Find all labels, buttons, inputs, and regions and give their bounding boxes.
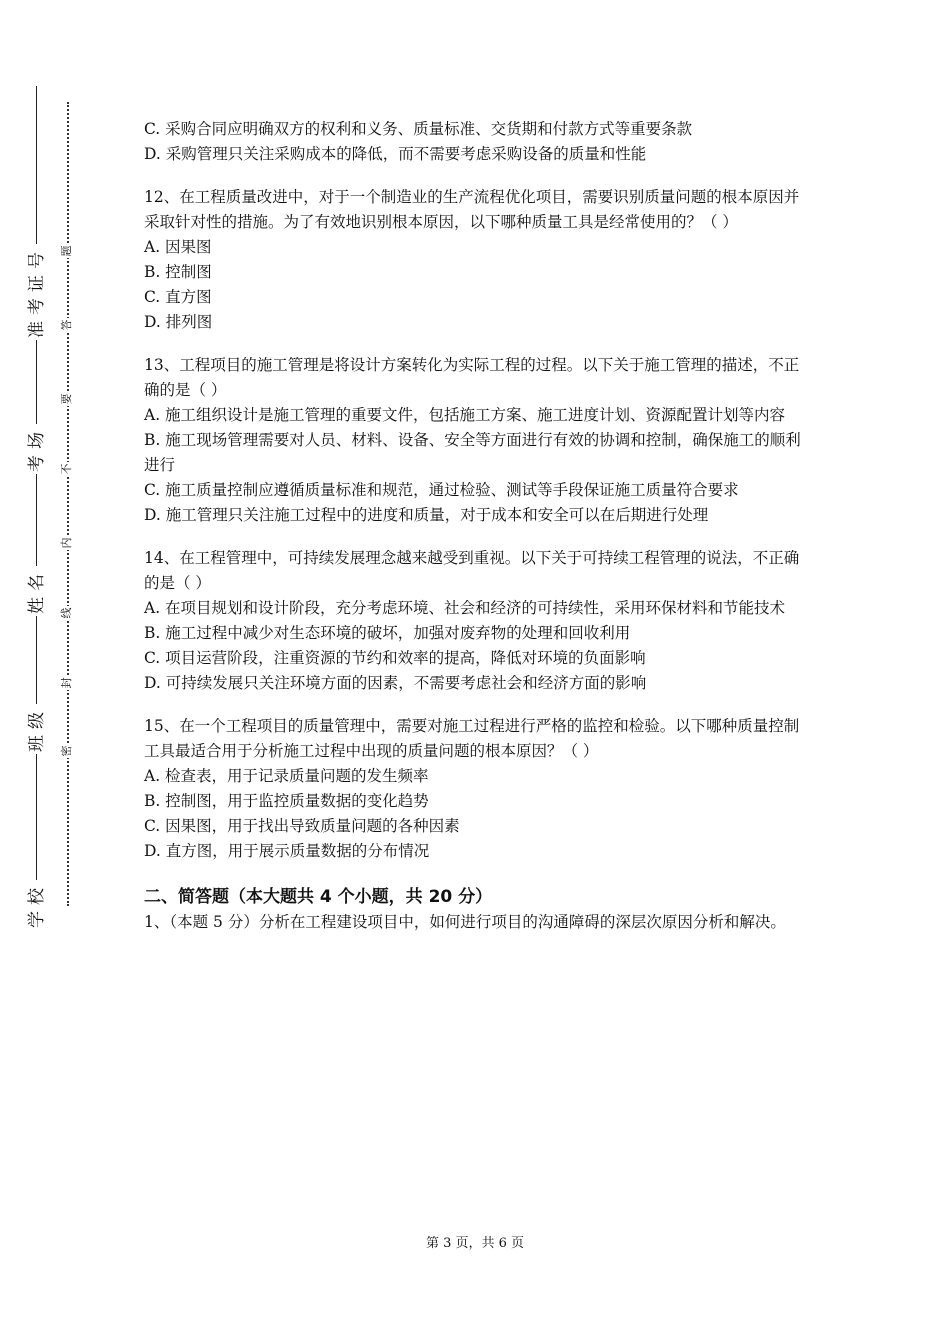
seal-char: 要 <box>60 393 73 405</box>
option-text: A. 检查表，用于记录质量问题的发生频率 <box>144 767 429 785</box>
page-footer: 第 3 页，共 6 页 <box>425 1236 525 1251</box>
option-text: D. 可持续发展只关注环境方面的因素，不需要考虑社会和经济方面的影响 <box>144 674 647 692</box>
seal-char: 不 <box>60 463 73 475</box>
option-text: B. 施工现场管理需要对人员、材料、设备、安全等方面进行有效的协调和控制，确保施工的顺利进行 <box>144 431 801 474</box>
question-14: 14、在工程管理中，可持续发展理念越来越受到重视。以下关于可持续工程管理的说法，不正确的是（ ） <box>144 549 800 592</box>
option-text: B. 控制图，用于监控质量数据的变化趋势 <box>144 792 429 810</box>
section-title: 二、简答题（本大题共 4 个小题，共 20 分） <box>144 887 493 907</box>
field-name: 姓名 <box>22 566 47 616</box>
question-15: 15、在一个工程项目的质量管理中，需要对施工过程进行严格的监控和检验。以下哪种质量控制工具最适合用于分析施工过程中出现的质量问题的根本原因？（ ） <box>144 717 800 760</box>
option-text: A. 在项目规划和设计阶段，充分考虑环境、社会和经济的可持续性，采用环保材料和节能技术 <box>144 599 786 617</box>
binding-dotted-line <box>67 102 69 906</box>
question-content <box>144 117 812 935</box>
option-text: C. 直方图 <box>144 288 212 306</box>
option-text: D. 直方图，用于展示质量数据的分布情况 <box>144 842 430 860</box>
seal-char: 题 <box>60 245 73 257</box>
field-school: 学校 <box>22 880 47 930</box>
seal-char: 密 <box>60 745 73 757</box>
question-13: 13、工程项目的施工管理是将设计方案转化为实际工程的过程。以下关于施工管理的描述，不正确的是（ ） <box>144 356 800 399</box>
binding-solid-line <box>36 86 37 926</box>
option-text: C. 因果图，用于找出导致质量问题的各种因素 <box>144 817 460 835</box>
option-text: C. 施工质量控制应遵循质量标准和规范，通过检验、测试等手段保证施工质量符合要求 <box>144 481 739 499</box>
option-text: A. 因果图 <box>144 238 212 256</box>
option-text: B. 施工过程中减少对生态环境的破坏，加强对废弃物的处理和回收利用 <box>144 624 631 642</box>
field-exam-number: 准考证号 <box>22 244 47 340</box>
option-text: C. 项目运营阶段，注重资源的节约和效率的提高，降低对环境的负面影响 <box>144 649 646 667</box>
option-text: B. 控制图 <box>144 263 212 281</box>
seal-char: 封 <box>60 677 73 689</box>
seal-char: 内 <box>60 537 73 549</box>
option-text: C. 采购合同应明确双方的权利和义务、质量标准、交货期和付款方式等重要条款 <box>144 120 693 138</box>
option-text: D. 采购管理只关注采购成本的降低，而不需要考虑采购设备的质量和性能 <box>144 145 647 163</box>
short-answer-question-1: 1、（本题 5 分）分析在工程建设项目中，如何进行项目的沟通障碍的深层次原因分析和解决。 <box>144 913 786 931</box>
field-exam-room: 考场 <box>22 424 47 474</box>
option-text: A. 施工组织设计是施工管理的重要文件，包括施工方案、施工进度计划、资源配置计划等内容 <box>144 406 786 424</box>
question-12: 12、在工程质量改进中，对于一个制造业的生产流程优化项目，需要识别质量问题的根本原因并采取针对性的措施。为了有效地识别根本原因，以下哪种质量工具是经常使用的？（ ） <box>144 188 800 231</box>
option-text: D. 施工管理只关注施工过程中的进度和质量，对于成本和安全可以在后期进行处理 <box>144 506 709 524</box>
option-text: D. 排列图 <box>144 313 213 331</box>
field-class: 班级 <box>22 704 47 754</box>
seal-char: 答 <box>60 319 73 331</box>
seal-char: 线 <box>60 607 73 619</box>
